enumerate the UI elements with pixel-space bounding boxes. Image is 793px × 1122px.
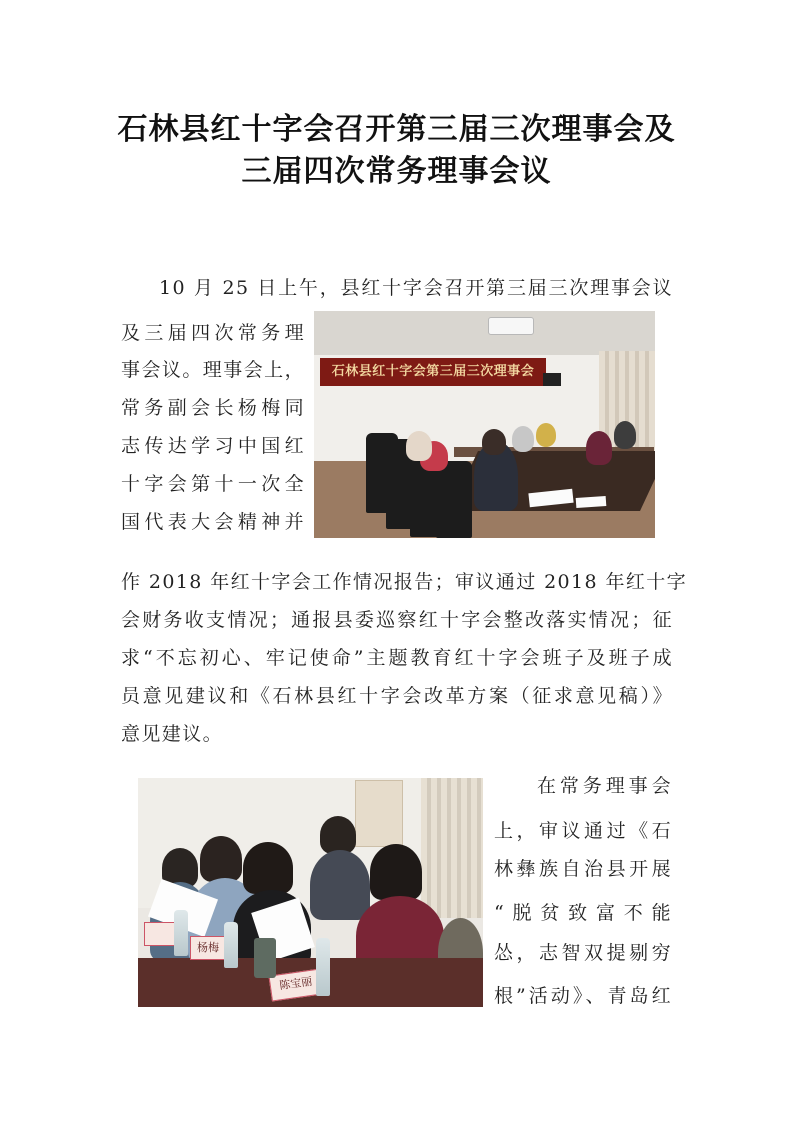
title-line-2: 三届四次常务理事会议 [241, 154, 552, 189]
paragraph-1-full-line: 员意见建议和《石林县红十字会改革方案（征求意见稿）》 [121, 685, 673, 707]
curtain [421, 778, 483, 918]
wall-calendar [355, 780, 403, 847]
attendee [536, 423, 556, 447]
title-line-1: 石林县红十字会召开第三届三次理事会及 [117, 112, 676, 147]
meeting-banner: 石林县红十字会第三届三次理事会 [320, 358, 546, 386]
attendee [512, 426, 534, 452]
attendee [586, 431, 612, 465]
paragraph-2-line: 在常务理事会 [537, 775, 672, 797]
nameplate: 杨梅 [190, 936, 226, 960]
paragraph-1-wrap-line: 常务副会长杨梅同 [121, 397, 305, 419]
paragraph-1-wrap-line: 志传达学习中国红 [121, 435, 305, 457]
paragraph-1-wrap-line: 及三届四次常务理 [121, 322, 305, 344]
water-bottle [174, 910, 188, 956]
paragraph-1-full-line: 求“不忘初心、牢记使命”主题教育红十字会班子及班子成 [121, 647, 673, 669]
paragraph-2-line: 根”活动》、青岛红 [494, 985, 672, 1007]
nameplate: 陈宝丽 [268, 969, 323, 1002]
water-bottle [316, 938, 330, 996]
paragraph-1-wrap-line: 国代表大会精神并 [121, 511, 305, 533]
attendee-head [243, 842, 293, 894]
attendee [614, 421, 636, 449]
paragraph-1-wrap-line: 事会议。理事会上， [121, 359, 305, 381]
projector-icon [488, 317, 534, 335]
paragraph-2-line: 林彝族自治县开展 [494, 858, 672, 880]
attendee [310, 850, 370, 920]
meeting-room-photo [314, 311, 655, 538]
paragraph-2-line: 上，审议通过《石 [494, 820, 672, 842]
paragraph-1-full-line: 会财务收支情况；通报县委巡察红十字会整改落实情况；征 [121, 609, 673, 631]
attendee-head [200, 836, 242, 882]
ceiling [314, 311, 655, 355]
paragraph-1-full-line: 意见建议。 [121, 723, 224, 745]
document-paper [576, 496, 607, 508]
speaker-icon [543, 373, 561, 386]
paragraph-1-wrap-line: 十字会第十一次全 [121, 473, 305, 495]
water-bottle [224, 922, 238, 968]
nameplate [144, 922, 176, 946]
tea-cup [254, 938, 276, 978]
chair [436, 461, 472, 538]
paragraph-2-line: 怂，志智双提剔穷 [494, 942, 672, 964]
attendee-head [370, 844, 422, 900]
attendee [406, 431, 432, 461]
attendees-photo [138, 778, 483, 1007]
paragraph-2-line: “脱贫致富不能 [494, 902, 672, 924]
paragraph-1-full-line: 作 2018 年红十字会工作情况报告；审议通过 2018 年红十字 [121, 571, 688, 593]
attendee-head [320, 816, 356, 854]
attendee-head [482, 429, 506, 455]
paragraph-1-line-1: 10 月 25 日上午，县红十字会召开第三届三次理事会议 [159, 277, 673, 299]
